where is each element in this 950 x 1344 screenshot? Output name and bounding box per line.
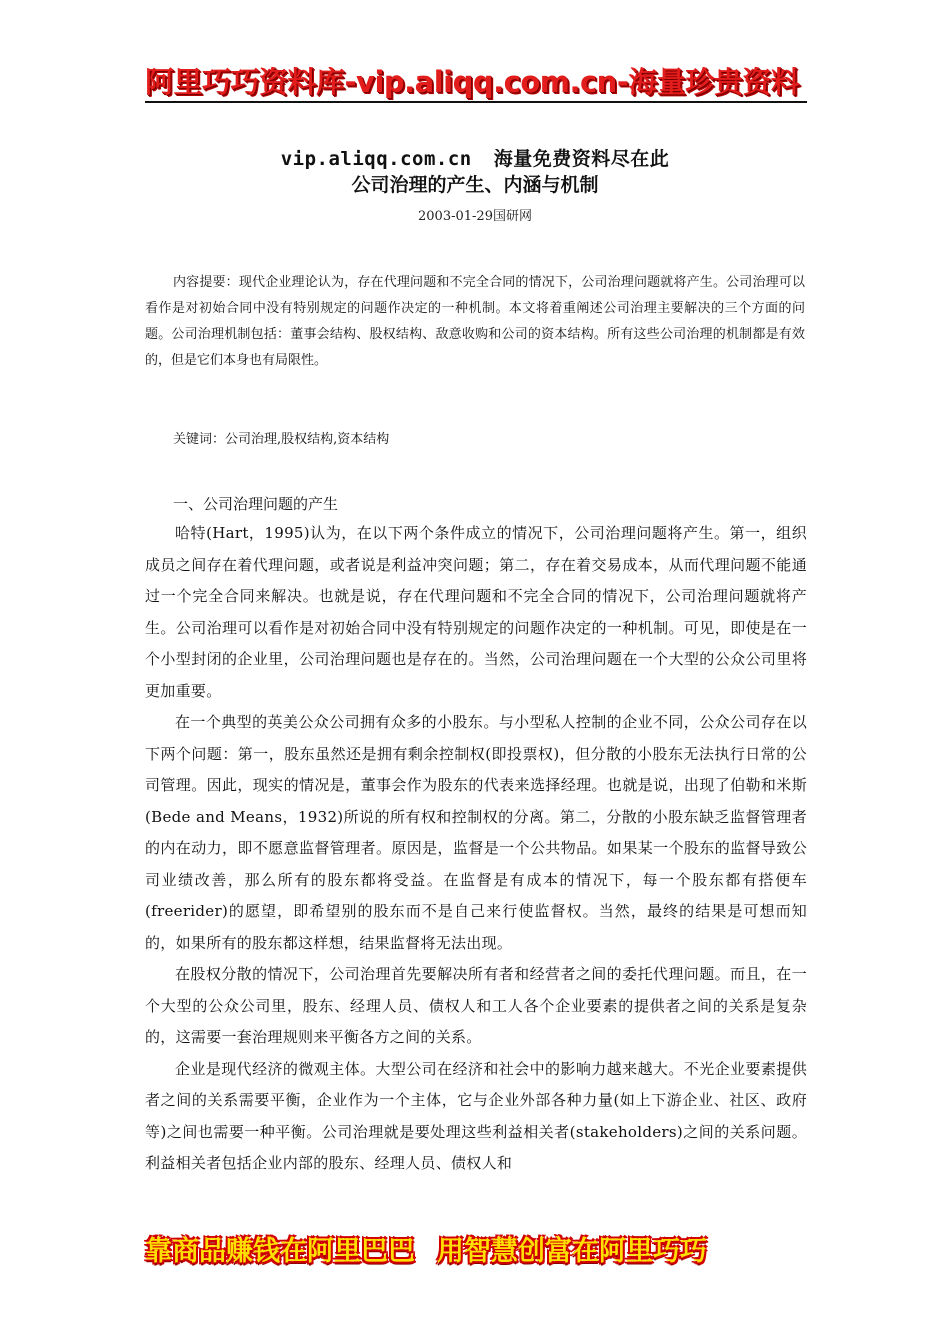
header-banner: 阿里巧巧资料库-vip.aliqq.com.cn-海量珍贵资料 xyxy=(145,65,800,99)
article-title: 公司治理的产生、内涵与机制 xyxy=(351,174,599,196)
site-slogan: 海量免费资料尽在此 xyxy=(493,148,670,170)
footer-slogan-right: 用智慧创富在阿里巧巧 xyxy=(437,1236,707,1267)
paragraph: 哈特(Hart，1995)认为，在以下两个条件成立的情况下，公司治理问题将产生。第一，组织成员之间存在着代理问题，或者说是利益冲突问题；第二，存在着交易成本，从而代理问题不能通过一个完全合同来解决。也就是说，存在代理问题和不完全合同的情况下，公司治理问题就将产生。公司治理可以看作是对初始合同中没有特别规定的问题作决定的一种机制。可见，即使是在一个小型封闭的企业里，公司治理问题也是存在的。当然，公司治理问题在一个大型的公众公司里将更加重要。 xyxy=(145,524,807,700)
paragraph: 在股权分散的情况下，公司治理首先要解决所有者和经营者之间的委托代理问题。而且，在一个大型的公众公司里，股东、经理人员、债权人和工人各个企业要素的提供者之间的关系是复杂的，这需要一套治理规则来平衡各方之间的关系。 xyxy=(145,965,807,1046)
paragraph: 企业是现代经济的微观主体。大型公司在经济和社会中的影响力越来越大。不光企业要素提供者之间的关系需要平衡，企业作为一个主体，它与企业外部各种力量(如上下游企业、社区、政府等)之间也需要一种平衡。公司治理就是要处理这些利益相关者(stakeholders)之间的关系问题。利益相关者包括企业内部的股东、经理人员、债权人和 xyxy=(145,1059,807,1172)
section-heading: 一、公司治理问题的产生 xyxy=(173,495,339,513)
footer-banner xyxy=(145,1230,810,1274)
site-title-line xyxy=(0,146,950,172)
title-block xyxy=(0,146,950,228)
site-url[interactable]: vip.aliqq.com.cn xyxy=(280,148,472,170)
paragraph: 在一个典型的英美公众公司拥有众多的小股东。与小型私人控制的企业不同，公众公司存在以下两个问题：第一，股东虽然还是拥有剩余控制权(即投票权)，但分散的小股东无法执行日常的公司管理。因此，现实的情况是，董事会作为股东的代表来选择经理。也就是说，出现了伯勒和米斯(Bede and Means，1932)所说的所有权和控制权的分离。第二，分散的小股东缺乏监督管理者的内在动力，即不愿意监督管理者。原因是，监督是一个公共物品。如果某一个股东的监督导致公司业绩改善，那么所有的股东都将受益。在监督是有成本的情况下，每一个股东都有搭便车(freerider)的愿望，即希望别的股东而不是自己来行使监督权。当然，最终的结果是可想而知的，如果所有的股东都这样想，结果监督将无法出现。 xyxy=(145,713,807,952)
keywords: 关键词：公司治理,股权结构,资本结构 xyxy=(173,432,390,447)
footer-slogan-left: 靠商品赚钱在阿里巴巴 xyxy=(145,1236,415,1267)
header-divider xyxy=(145,101,807,103)
abstract: 内容提要：现代企业理论认为，存在代理问题和不完全合同的情况下，公司治理问题就将产生。公司治理可以看作是对初始合同中没有特别规定的问题作决定的一种机制。本文将着重阐述公司治理主要解决的三个方面的问题。公司治理机制包括：董事会结构、股权结构、敌意收购和公司的资本结构。所有这些公司治理的机制都是有效的，但是它们本身也有局限性。 xyxy=(145,275,805,368)
article-body xyxy=(145,518,807,1180)
article-date-source: 2003-01-29国研网 xyxy=(418,209,532,224)
